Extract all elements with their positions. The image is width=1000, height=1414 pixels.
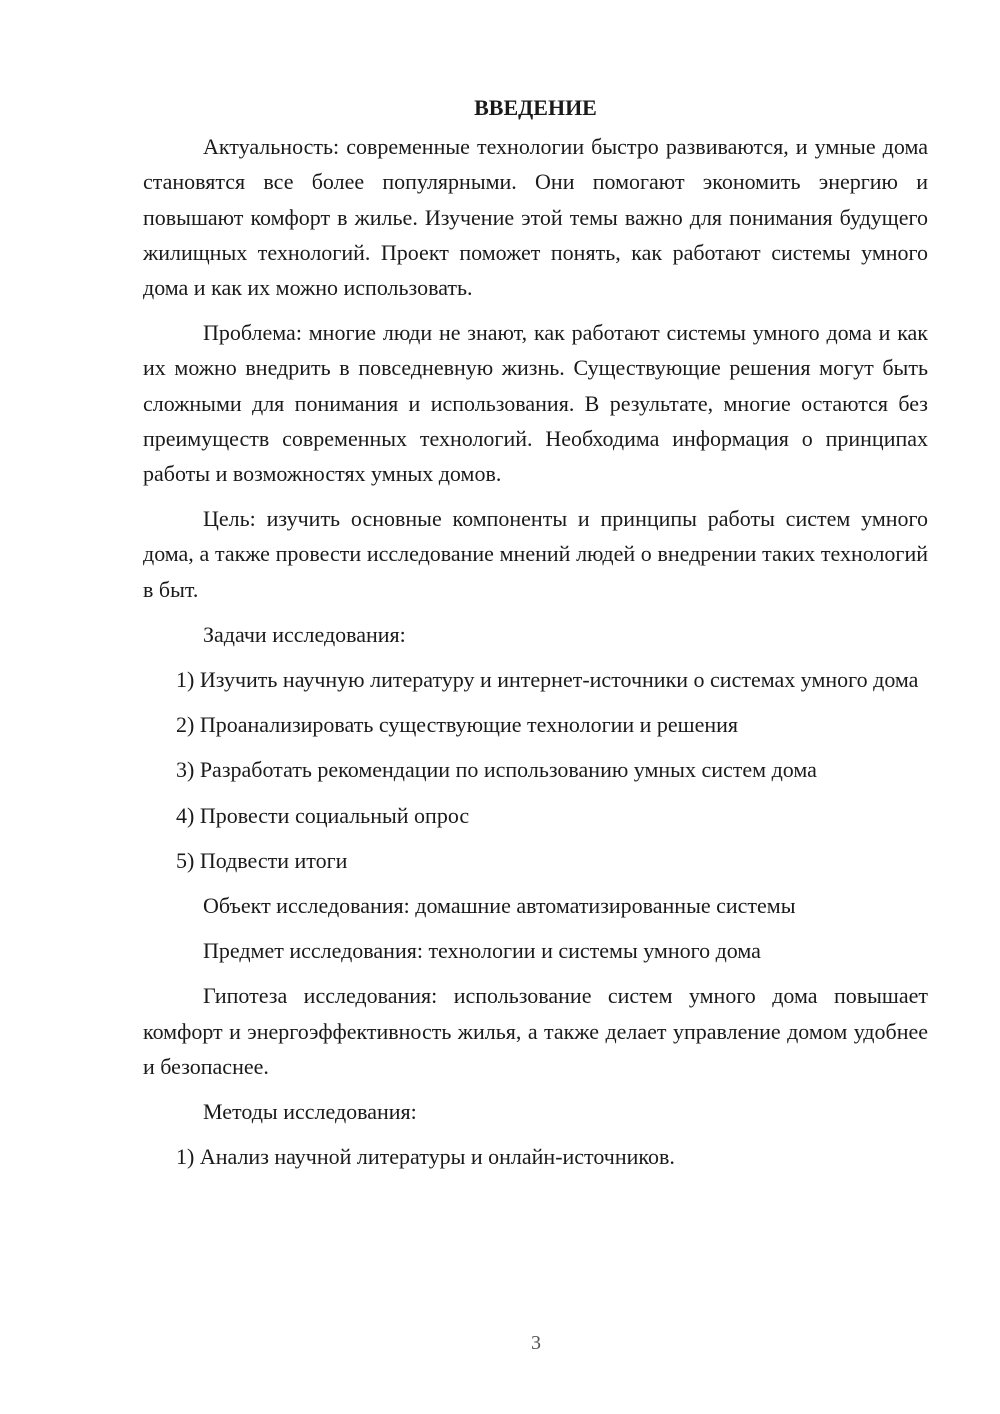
- task-item: 2) Проанализировать существующие технологии и решения: [176, 712, 739, 738]
- problem-paragraph: Проблема: многие люди не знают, как работают системы умного дома и как их можно внедрить в повседневную жизнь. Существующие решения могут быть сложными для понимания и использования. В результате, многие остаются без преимуществ современных технологий. Необходима информация о принципах работы и возможностях умных домов.: [143, 320, 928, 487]
- subject-line: Предмет исследования: технологии и системы умного дома: [203, 938, 761, 964]
- tasks-heading: Задачи исследования:: [203, 621, 406, 647]
- hypothesis-paragraph: Гипотеза исследования: использование систем умного дома повышает комфорт и энергоэффективность жилья, а также делает управление домом удобнее и безопаснее.: [143, 983, 928, 1079]
- goal-paragraph: Цель: изучить основные компоненты и принципы работы систем умного дома, а также провести исследование мнений людей о внедрении таких технологий в быт.: [143, 506, 928, 602]
- methods-heading: Методы исследования:: [203, 1099, 417, 1125]
- object-line: Объект исследования: домашние автоматизированные системы: [203, 893, 796, 919]
- task-item: 3) Разработать рекомендации по использованию умных систем дома: [176, 757, 817, 783]
- relevance-paragraph: Актуальность: современные технологии быстро развиваются, и умные дома становятся все более популярными. Они помогают экономить энергию и повышают комфорт в жилье. Изучение этой темы важно для понимания будущего жилищных технологий. Проект поможет понять, как работают системы умного дома и как их можно использовать.: [143, 134, 928, 301]
- task-item: 4) Провести социальный опрос: [176, 802, 470, 828]
- task-item: 1) Изучить научную литературу и интернет-источники о системах умного дома: [176, 667, 919, 693]
- page-number: 3: [531, 1332, 541, 1354]
- document-page: [143, 90, 928, 1184]
- method-item: 1) Анализ научной литературы и онлайн-источников.: [176, 1144, 675, 1170]
- page-title: ВВЕДЕНИЕ: [474, 95, 597, 120]
- task-item: 5) Подвести итоги: [176, 847, 348, 873]
